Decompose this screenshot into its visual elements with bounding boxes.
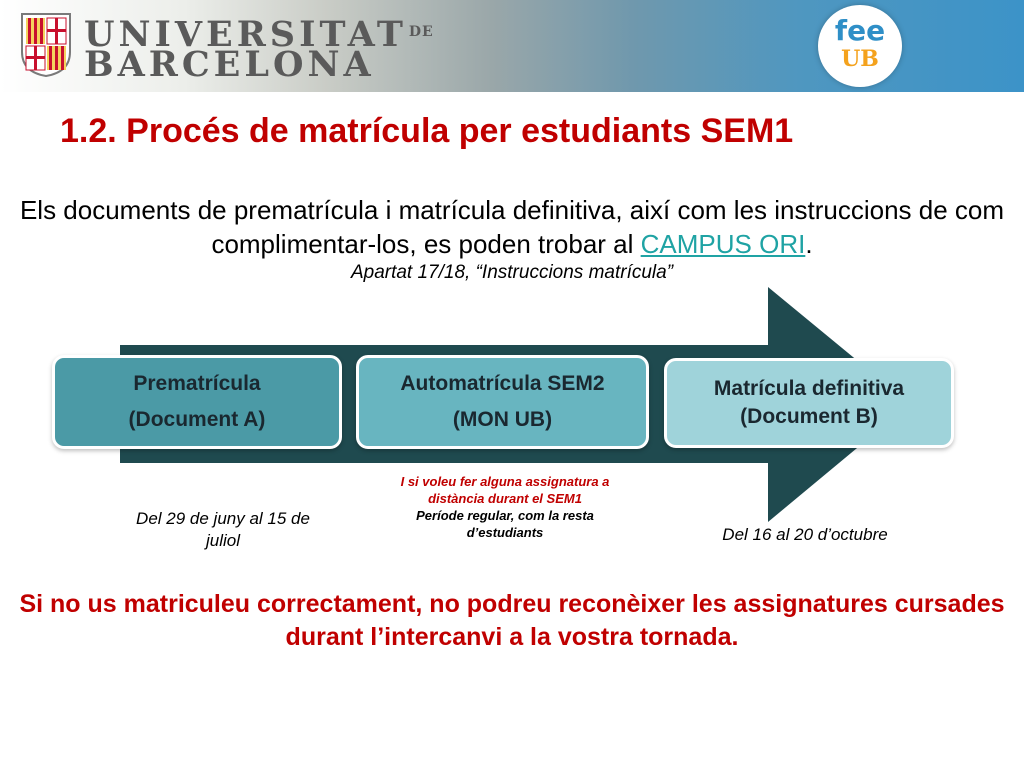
step-label: Prematrícula <box>133 372 261 395</box>
date-note-definitiva: Del 16 al 20 d’octubre <box>722 525 888 544</box>
note-regular-period: Període regular, com la resta d’estudiants <box>416 508 594 540</box>
step-document: (Document A) <box>128 408 266 431</box>
step-automatricula <box>356 355 649 449</box>
step-prematricula <box>52 355 342 449</box>
step-label: Matrícula definitiva <box>713 377 905 400</box>
note-automatricula <box>400 473 610 541</box>
warning-message: Si no us matriculeu correctament, no podreu reconèixer les assignatures cursades durant l’intercanvi a la vostra tornada. <box>19 590 1005 651</box>
intro-text-end: . <box>805 229 813 259</box>
step-document: (MON UB) <box>452 408 553 431</box>
step-document: (Document B) <box>740 405 878 428</box>
page-title: 1.2. Procés de matrícula per estudiants SEM1 <box>60 112 794 150</box>
campus-ori-link[interactable]: CAMPUS ORI <box>640 229 806 259</box>
university-name-line1: UNIVERSITAT $^{DE}$ <box>84 14 434 55</box>
university-name-line2: BARCELONA <box>84 44 375 85</box>
date-note-prematricula: Del 29 de juny al 15 de juliol <box>136 509 310 550</box>
intro-text: Els documents de prematrícula i matrícula definitiva, així com les instruccions de com complimentar-los, es poden trobar al <box>19 195 1005 259</box>
intro-subtitle: Apartat 17/18, “Instruccions matrícula” <box>350 262 674 283</box>
ub-logo-text: UB <box>841 46 879 72</box>
step-label: Automatrícula SEM2 <box>400 372 605 395</box>
fee-logo-text: fee <box>834 14 886 47</box>
note-distance-course: I si voleu fer alguna assignatura a distància durant el SEM1 <box>400 474 610 506</box>
step-matricula-definitiva <box>664 358 954 448</box>
